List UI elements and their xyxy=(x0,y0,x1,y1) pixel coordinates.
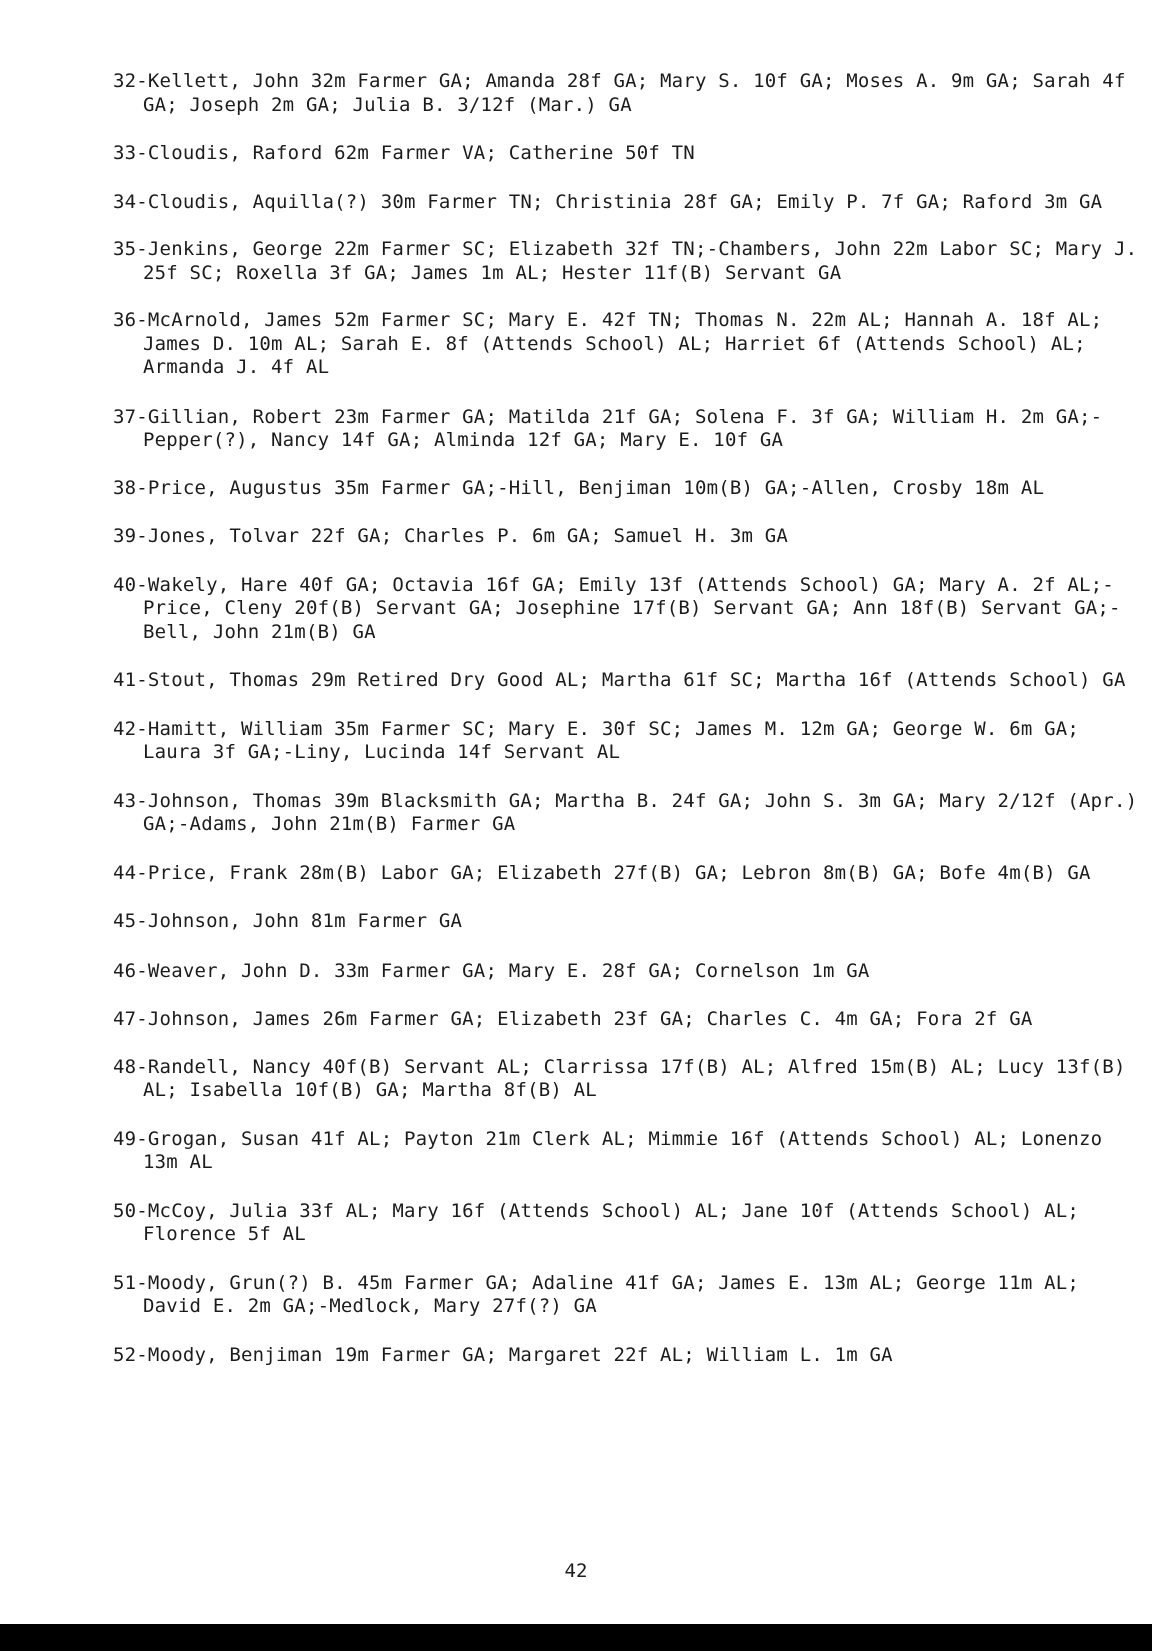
census-entry: 32-Kellett, John 32m Farmer GA; Amanda 28f GA; Mary S. 10f GA; Moses A. 9m GA; Sarah 4f GA; Joseph 2m GA; Julia B. 3/12f (Mar.) GA xyxy=(113,70,1126,116)
census-entry: 49-Grogan, Susan 41f AL; Payton 21m Clerk AL; Mimmie 16f (Attends School) AL; Lonenzo 13m AL xyxy=(113,1127,1103,1173)
census-entry: 45-Johnson, John 81m Farmer GA xyxy=(113,910,463,932)
census-entry: 34-Cloudis, Aquilla(?) 30m Farmer TN; Christinia 28f GA; Emily P. 7f GA; Raford 3m GA xyxy=(113,190,1103,213)
census-entry: 40-Wakely, Hare 40f GA; Octavia 16f GA; Emily 13f (Attends School) GA; Mary A. 2f AL;-Price, Cleny 20f(B) Servant GA; Josephine 17f(B) Servant GA; Ann 18f(B) Servant GA;-Bell, John 21m(B) GA xyxy=(113,573,1121,643)
census-entry: 33-Cloudis, Raford 62m Farmer VA; Catherine 50f TN xyxy=(113,142,695,164)
census-entries xyxy=(113,70,1143,1367)
census-entry: 51-Moody, Grun(?) B. 45m Farmer GA; Adaline 41f GA; James E. 13m AL; George 11m AL; David E. 2m GA;-Medlock, Mary 27f(?) GA xyxy=(113,1271,1080,1317)
census-entry: 50-McCoy, Julia 33f AL; Mary 16f (Attends School) AL; Jane 10f (Attends School) AL; Florence 5f AL xyxy=(113,1199,1080,1245)
census-entry: 52-Moody, Benjiman 19m Farmer GA; Margaret 22f AL; William L. 1m GA xyxy=(113,1343,893,1366)
census-entry: 42-Hamitt, William 35m Farmer SC; Mary E. 30f SC; James M. 12m GA; George W. 6m GA; Laura 3f GA;-Liny, Lucinda 14f Servant AL xyxy=(113,717,1080,763)
page-number: 42 xyxy=(564,1560,588,1582)
census-entry: 47-Johnson, James 26m Farmer GA; Elizabeth 23f GA; Charles C. 4m GA; Fora 2f GA xyxy=(113,1008,1033,1030)
census-entry: 36-McArnold, James 52m Farmer SC; Mary E. 42f TN; Thomas N. 22m AL; Hannah A. 18f AL; James D. 10m AL; Sarah E. 8f (Attends School) AL; Harriet 6f (Attends School) AL; Armanda J. 4f AL xyxy=(113,309,1103,378)
census-entry: 44-Price, Frank 28m(B) Labor GA; Elizabeth 27f(B) GA; Lebron 8m(B) GA; Bofe 4m(B) GA xyxy=(113,861,1091,884)
census-entry: 38-Price, Augustus 35m Farmer GA;-Hill, Benjiman 10m(B) GA;-Allen, Crosby 18m AL xyxy=(113,476,1045,499)
census-entry: 35-Jenkins, George 22m Farmer SC; Elizabeth 32f TN;-Chambers, John 22m Labor SC; Mary J. 25f SC; Roxella 3f GA; James 1m AL; Hester 11f(B) Servant GA xyxy=(113,238,1138,284)
census-entry: 41-Stout, Thomas 29m Retired Dry Good AL; Martha 61f SC; Martha 16f (Attends School) GA xyxy=(113,669,1126,691)
census-entry: 43-Johnson, Thomas 39m Blacksmith GA; Martha B. 24f GA; John S. 3m GA; Mary 2/12f (Apr.) GA;-Adams, John 21m(B) Farmer GA xyxy=(113,789,1138,835)
census-entry: 46-Weaver, John D. 33m Farmer GA; Mary E. 28f GA; Cornelson 1m GA xyxy=(113,959,870,982)
census-entry: 37-Gillian, Robert 23m Farmer GA; Matilda 21f GA; Solena F. 3f GA; William H. 2m GA;-Pepper(?), Nancy 14f GA; Alminda 12f GA; Mary E. 10f GA xyxy=(113,405,1103,451)
census-entry: 48-Randell, Nancy 40f(B) Servant AL; Clarrissa 17f(B) AL; Alfred 15m(B) AL; Lucy 13f(B) AL; Isabella 10f(B) GA; Martha 8f(B) AL xyxy=(113,1055,1126,1101)
census-entry: 39-Jones, Tolvar 22f GA; Charles P. 6m GA; Samuel H. 3m GA xyxy=(113,525,789,547)
scan-border-bar xyxy=(0,1624,1152,1651)
